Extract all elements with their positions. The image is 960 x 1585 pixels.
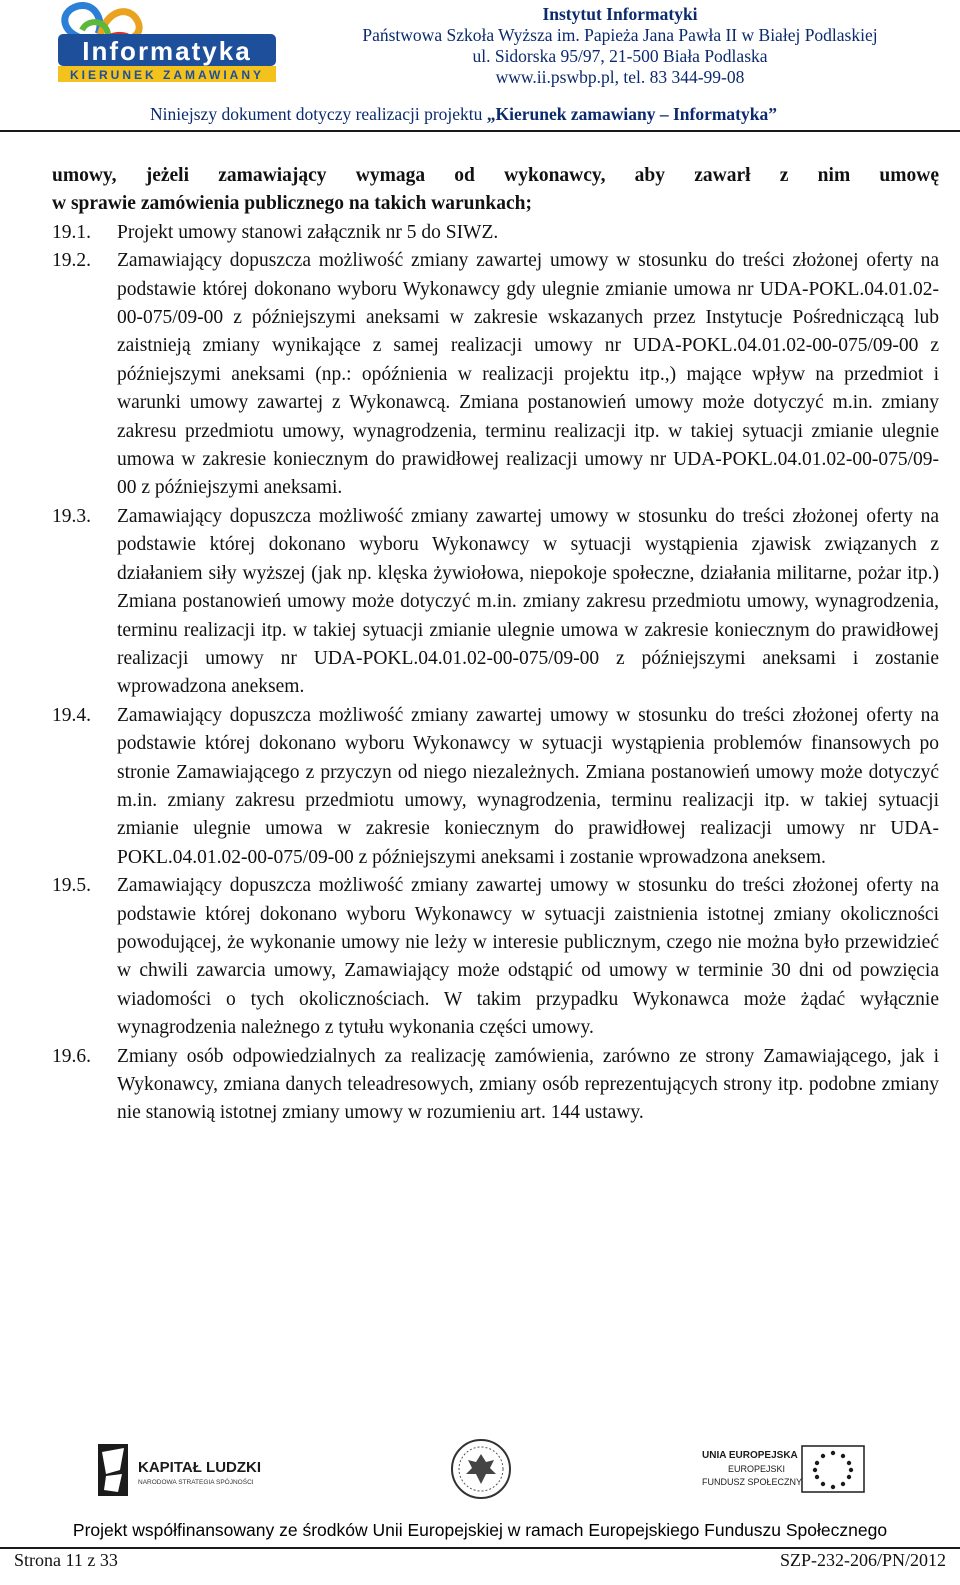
- svg-text:KAPITAŁ LUDZKI: KAPITAŁ LUDZKI: [138, 1459, 262, 1476]
- clause-number: 19.6.: [52, 1045, 91, 1067]
- kapital-ludzki-logo: [98, 1444, 278, 1496]
- project-prefix: Niniejszy dokument dotyczy realizacji projektu: [150, 104, 487, 124]
- school-name: Państwowa Szkoła Wyższa im. Papieża Jana Pawła II w Białej Podlaskiej: [362, 25, 878, 45]
- clause-text: Zamawiający dopuszcza możliwość zmiany zawartej umowy w stosunku do treści złożonej oferty na podstawie której dokonano wyboru Wykonawcy w sytuacji zaistnienia istotnej zmiany okoliczności powodującej, że wykonanie umowy nie leży w interesie publicznym, czego nie można było przewidzieć w chwili zawarcia umowy, Zamawiający może odstąpić od umowy w terminie 30 dni od powzięcia wiadomości o tych okolicznościach. W takim przypadku Wykonawca może żądać wyłącznie wynagrodzenia należnego z tytułu wykonania części umowy.: [117, 875, 939, 1039]
- page-header: [0, 0, 960, 130]
- eu-efs-logo: [698, 1440, 868, 1500]
- clause-number: 19.3.: [52, 505, 91, 527]
- clause-number: 19.4.: [52, 704, 91, 726]
- svg-text:FUNDUSZ SPOŁECZNY: FUNDUSZ SPOŁECZNY: [702, 1477, 803, 1487]
- footer-divider: [0, 1547, 960, 1549]
- project-name: „Kierunek zamawiany – Informatyka”: [486, 104, 777, 124]
- institute-info: [290, 4, 950, 88]
- svg-text:NARODOWA STRATEGIA SPÓJNOŚCI: NARODOWA STRATEGIA SPÓJNOŚCI: [138, 1479, 254, 1486]
- clause-number: 19.1.: [52, 221, 91, 243]
- footer-logos: [0, 1418, 960, 1518]
- svg-text:Informatyka: Informatyka: [82, 36, 252, 66]
- informatyka-logo: [52, 0, 282, 92]
- page-number: Strona 11 z 33: [14, 1550, 118, 1570]
- svg-text:UNIA EUROPEJSKA: UNIA EUROPEJSKA: [702, 1450, 798, 1461]
- clause-19-4: [52, 702, 939, 872]
- project-line: [150, 104, 950, 125]
- header-divider: [0, 130, 960, 132]
- school-contact: www.ii.pswbp.pl, tel. 83 344-99-08: [495, 67, 745, 87]
- clause-19-5: [52, 872, 939, 1042]
- svg-text:KIERUNEK ZAMAWIANY: KIERUNEK ZAMAWIANY: [70, 68, 264, 82]
- cofinancing-note: Projekt współfinansowany ze środków Unii Europejskiej w ramach Europejskiego Funduszu Społecznego: [72, 1520, 888, 1540]
- clause-text: Projekt umowy stanowi załącznik nr 5 do SIWZ.: [117, 221, 499, 243]
- document-body: [52, 162, 939, 1128]
- clause-number: 19.2.: [52, 250, 91, 272]
- clause-19-3: [52, 503, 939, 702]
- intro-continuation: [52, 162, 939, 219]
- document-id: SZP-232-206/PN/2012: [779, 1550, 946, 1570]
- institute-name: Instytut Informatyki: [542, 4, 698, 24]
- clause-19-1: [52, 219, 939, 247]
- clause-text: Zmiany osób odpowiedzialnych za realizację zamówienia, zarówno ze strony Zamawiającego, jak i Wykonawcy, zmiana danych teleadresowych, zmiany osób reprezentujących strony itp. podobne zmiany nie stanowią istotnej zmiany umowy w rozumieniu art. 144 ustawy.: [117, 1045, 939, 1124]
- clause-text: Zamawiający dopuszcza możliwość zmiany zawartej umowy w stosunku do treści złożonej oferty na podstawie której dokonano wyboru Wykonawcy w sytuacji wystąpienia problemów finansowych po stronie Zamawiającego z przyczyn od niego niezależnych. Zmiana postanowień umowy może dotyczyć m.in. zmiany zakresu przedmiotu umowy, wynagrodzenia, terminu realizacji itp. w takiej sytuacji zmianie ulegnie umowa w zakresie koniecznym do prawidłowej realizacji umowy nr UDA-POKL.04.01.02-00-075/09-00 z późniejszymi aneksami i zostanie wprowadzona aneksem.: [117, 704, 939, 868]
- clause-text: Zamawiający dopuszcza możliwość zmiany zawartej umowy w stosunku do treści złożonej oferty na podstawie której dokonano wyboru Wykonawcy gdy ulegnie zmianie umowa nr UDA-POKL.04.01.02-00-075/09-00 z późniejszymi aneksami w zakresie wskazanych przez Instytucje Pośredniczącą lub zaistnieją zmiany wynikające z samej realizacji umowy nr UDA-POKL.04.01.02-00-075/09-00 z późniejszymi aneksami (np.: opóźnienia w realizacji projektu itp.,) mające wpływ na przedmiot i warunki umowy zawartej z Wykonawcą. Zmiana postanowień umowy może dotyczyć m.in. zmiany zakresu przedmiotu umowy, wynagrodzenia, terminu realizacji itp. w takiej sytuacji zmianie ulegnie umowa w zakresie koniecznym do prawidłowej realizacji umowy nr UDA-POKL.04.01.02-00-075/09-00 z późniejszymi aneksami.: [117, 250, 939, 499]
- clause-19-2: [52, 247, 939, 503]
- school-address: ul. Sidorska 95/97, 21-500 Biała Podlaska: [472, 46, 768, 66]
- intro-line: w sprawie zamówienia publicznego na takich warunkach;: [52, 193, 532, 215]
- intro-line: umowy, jeżeli zamawiający wymaga od wykonawcy, aby zawarł z nim umowę: [52, 165, 939, 186]
- clause-19-6: [52, 1043, 939, 1128]
- clause-number: 19.5.: [52, 875, 91, 897]
- svg-text:EUROPEJSKI: EUROPEJSKI: [728, 1464, 786, 1474]
- eagle-seal-icon: [450, 1438, 512, 1500]
- clause-text: Zamawiający dopuszcza możliwość zmiany zawartej umowy w stosunku do treści złożonej oferty na podstawie której dokonano wyboru Wykonawcy w sytuacji wystąpienia zjawisk związanych z działaniem siły wyższej (jak np. klęska żywiołowa, niepokoje społeczne, działania militarne, pożar itp.) Zmiana postanowień umowy może dotyczyć m.in. zmiany zakresu przedmiotu umowy, wynagrodzenia, terminu realizacji itp. w takiej sytuacji zmianie ulegnie umowa w zakresie koniecznym do prawidłowej realizacji umowy nr UDA-POKL.04.01.02-00-075/09-00 z późniejszymi aneksami i zostanie wprowadzona aneksem.: [117, 505, 939, 698]
